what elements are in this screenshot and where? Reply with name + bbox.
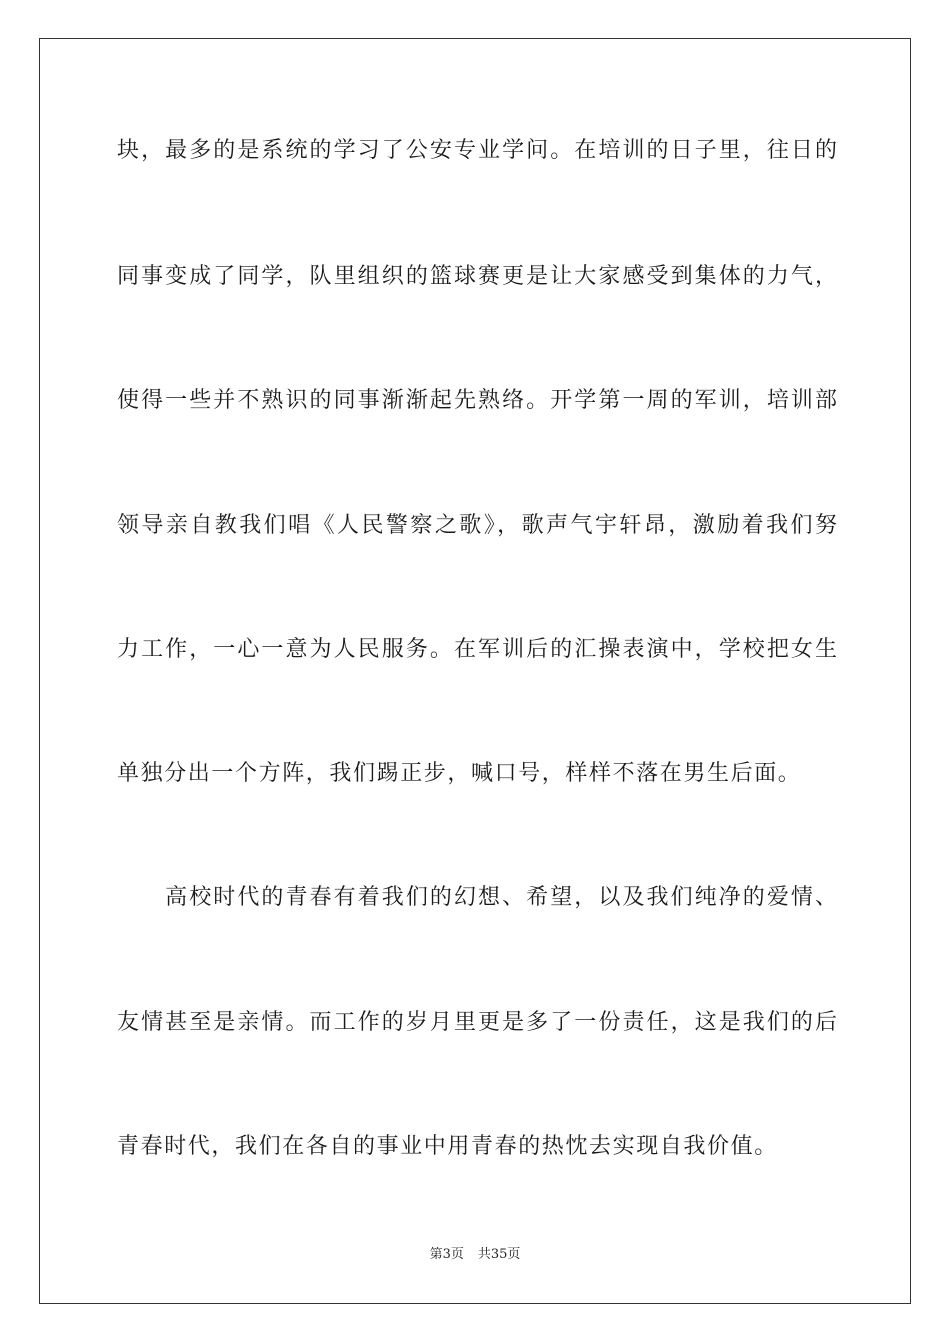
text-line: 高校时代的青春有着我们的幻想、希望，以及我们纯净的爱情、 [117,885,837,910]
text-line: 友情甚至是亲情。而工作的岁月里更是多了一份责任，这是我们的后 [117,1010,837,1035]
text-line: 单独分出一个方阵，我们踢正步，喊口号，样样不落在男生后面。 [117,761,802,786]
page-footer [0,1246,950,1264]
text-line: 领导亲自教我们唱《人民警察之歌》，歌声气宇轩昂，激励着我们努 [117,513,837,538]
page-number: 第3页 [429,1247,464,1262]
text-line: 同事变成了同学，队里组织的篮球赛更是让大家感受到集体的力气， [117,264,837,289]
text-line: 使得一些并不熟识的同事渐渐起先熟络。开学第一周的军训，培训部 [117,388,837,413]
text-line: 力工作，一心一意为人民服务。在军训后的汇操表演中，学校把女生 [117,637,837,662]
page-total: 共35页 [477,1247,521,1262]
text-line: 块，最多的是系统的学习了公安专业学问。在培训的日子里，往日的 [117,138,837,163]
page-border [39,38,911,1304]
text-line: 青春时代，我们在各自的事业中用青春的热忱去实现自我价值。 [117,1134,778,1159]
